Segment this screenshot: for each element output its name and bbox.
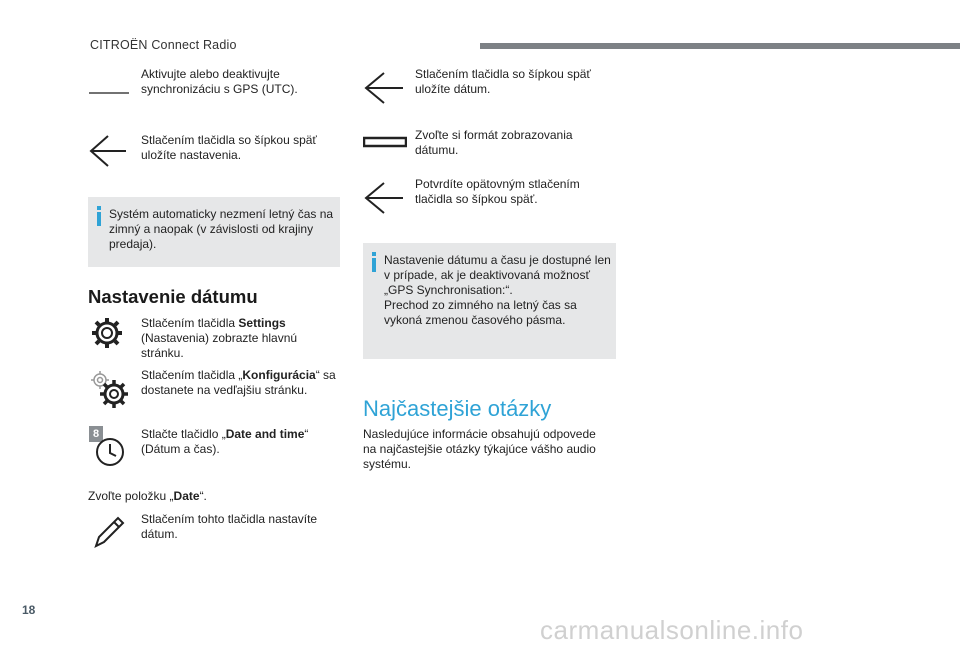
step-settings-text: Stlačením tlačidla Settings (Nastavenia) zobrazte hlavnú stránku.	[141, 316, 298, 360]
info-icon	[372, 252, 376, 272]
info-note-text: Systém automaticky nezmení letný čas na zimný a naopak (v závislosti od krajiny predaja).	[109, 207, 334, 251]
info-note	[88, 197, 340, 267]
step-edit-date-text: Stlačením tohto tlačidla nastavíte dátum.	[141, 512, 318, 541]
gears-icon	[88, 368, 130, 413]
step-confirm-text: Potvrdíte opätovným stlačením tlačidla so šípkou späť.	[415, 177, 580, 206]
step-config-text: Stlačením tlačidla „Konfigurácia“ sa dostanete na vedľajšiu stránku.	[141, 368, 336, 397]
format-field-icon	[363, 135, 407, 154]
gear-icon	[90, 316, 124, 355]
page-number: 18	[22, 603, 36, 617]
step-gps-text: Aktivujte alebo deaktivujte synchronizáciu s GPS (UTC).	[141, 67, 298, 96]
info-note-text: Nastavenie dátumu a času je dostupné len v prípade, ak je deaktivovaná možnosť „GPS Synchronisation:“. Prechod zo zimného na letný čas sa vykoná zmenou časového pásma.	[384, 253, 611, 327]
watermark: carmanualsonline.info	[540, 615, 804, 645]
step-save-text: Stlačením tlačidla so šípkou späť uložíte nastavenia.	[141, 133, 317, 162]
step-badge: 8	[89, 426, 103, 442]
back-arrow-icon	[363, 181, 405, 220]
document-header-title: CITROËN Connect Radio	[90, 38, 237, 52]
faq-title: Najčastejšie otázky	[363, 396, 552, 421]
select-date-text: Zvoľte položku „Date“.	[88, 489, 207, 503]
faq-text: Nasledujúce informácie obsahujú odpovede na najčastejšie otázky týkajúce vášho audio systému.	[363, 427, 596, 471]
toggle-line-icon	[89, 83, 129, 101]
step-format-text: Zvoľte si formát zobrazovania dátumu.	[415, 128, 573, 157]
back-arrow-icon	[363, 71, 405, 110]
info-icon	[97, 206, 101, 226]
info-note	[363, 243, 616, 359]
step-save-date-text: Stlačením tlačidla so šípkou späť uložíte dátum.	[415, 67, 591, 96]
pencil-icon	[92, 515, 126, 554]
step-datetime-text: Stlačte tlačidlo „Date and time“ (Dátum a čas).	[141, 427, 309, 456]
section-title: Nastavenie dátumu	[88, 286, 258, 307]
back-arrow-icon	[88, 134, 128, 173]
header-bar	[480, 43, 960, 49]
